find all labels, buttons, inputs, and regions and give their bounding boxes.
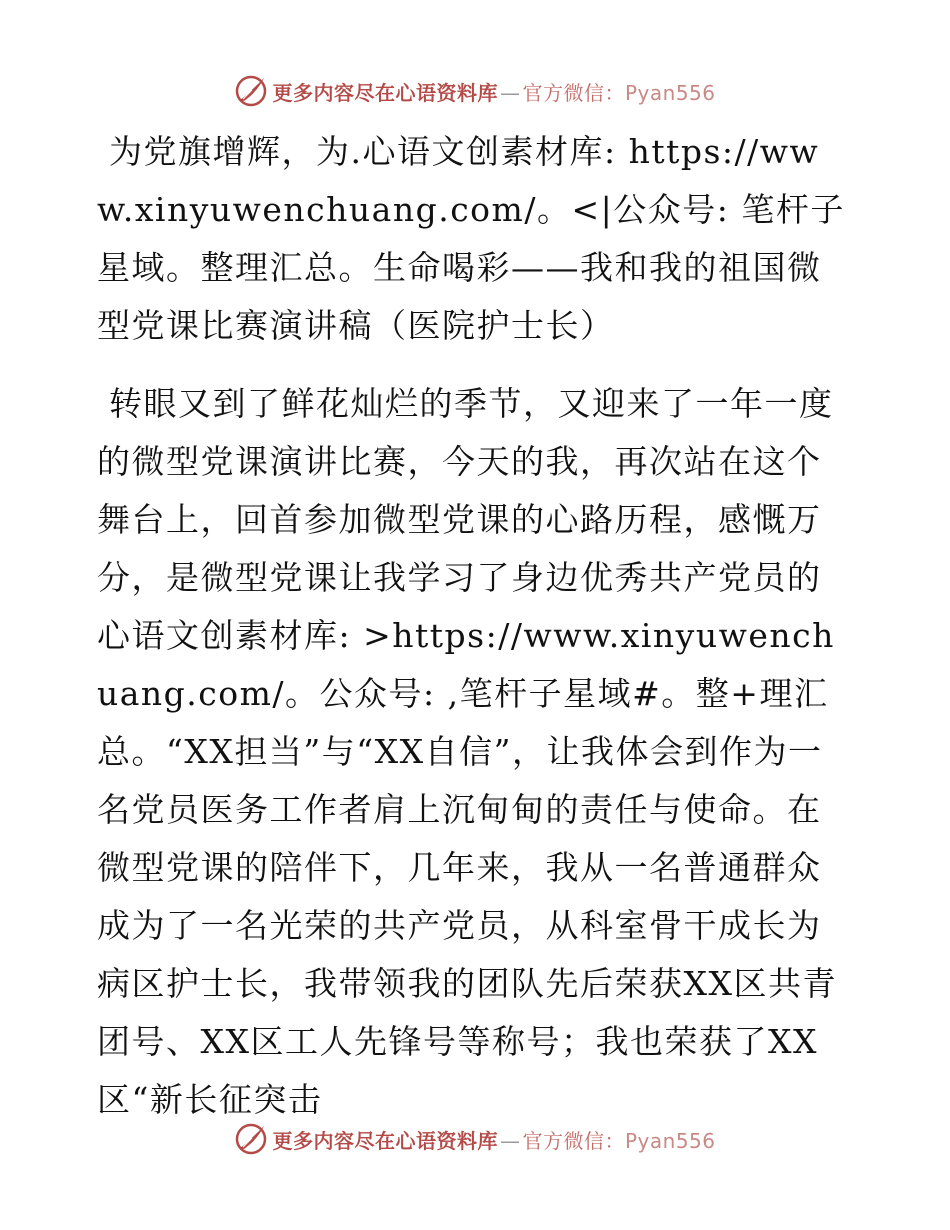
banner-main-text: 更多内容尽在心语资料库 [272, 1128, 498, 1153]
paragraph-body: 转眼又到了鲜花灿烂的季节，又迎来了一年一度的微型党课演讲比赛，今天的我，再次站在这个舞台上，回首参加微型党课的心路历程，感慨万分，是微型党课让我学习了身边优秀共产党员的心语文创素材库: >https://www.xinyuwenchuang.com/。公众号: ,笔杆子星域#。整+理汇总。“XX担当”与“XX自信”，让我体会到作为一名党员医务工作者肩上沉甸甸的责任与使命。在微型党课的陪伴下，几年来，我从一名普通群众成为了一名光荣的共产党员，从科室骨干成长为病区护士长，我带领我的团队先后荣获XX区共青团号、XX区工人先锋号等称号；我也荣获了XX区“新长征突击 [97, 384, 837, 1119]
banner-wechat-id: Pyan556 [624, 1128, 716, 1153]
banner-separator: — [499, 80, 521, 105]
quill-pen-logo-icon [234, 1122, 268, 1156]
banner-wechat-label: 官方微信： [522, 1128, 625, 1153]
banner-wechat-id: Pyan556 [624, 80, 716, 105]
quill-pen-logo-icon [234, 74, 268, 108]
paragraph-title: 为党旗增辉，为.心语文创素材库: https://www.xinyuwenchuang.com/。<|公众号: 笔杆子星域。整理汇总。生命喝彩——我和我的祖国微型党课比赛演讲稿（医院护士长） [97, 132, 845, 345]
banner-main-text: 更多内容尽在心语资料库 [272, 80, 498, 105]
footer-banner [0, 1116, 950, 1162]
header-banner-text [272, 77, 715, 106]
footer-banner-text [272, 1125, 715, 1154]
document-body [97, 123, 853, 1129]
header-banner [0, 68, 950, 114]
banner-separator: — [499, 1128, 521, 1153]
banner-wechat-label: 官方微信： [522, 80, 625, 105]
